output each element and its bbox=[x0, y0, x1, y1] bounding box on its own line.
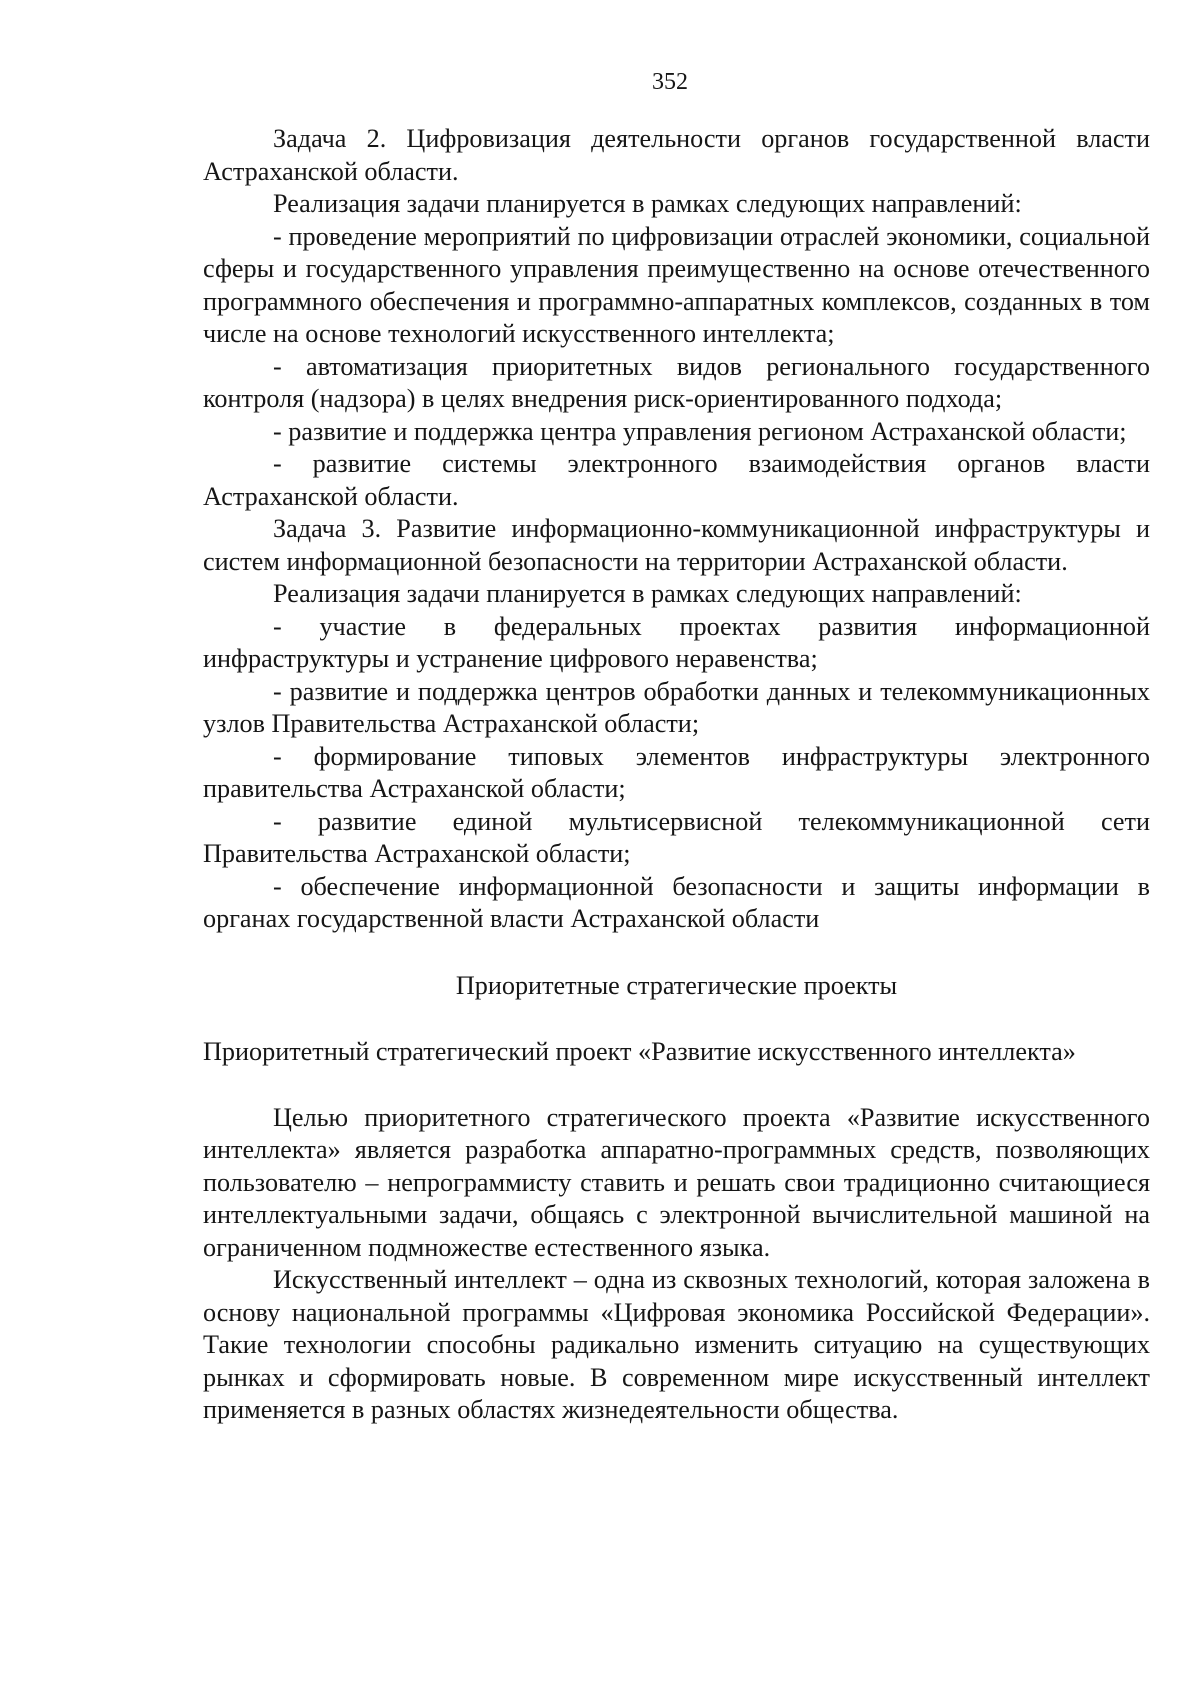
document-body bbox=[203, 123, 1150, 1427]
spacer bbox=[203, 1002, 1150, 1036]
task3-title: Задача 3. Развитие информационно-коммуникационной инфраструктуры и систем информационной безопасности на территории Астраханской области. bbox=[203, 514, 1150, 576]
project-paragraph: Искусственный интеллект – одна из сквозных технологий, которая заложена в основу национальной программы «Цифровая экономика Российской Федерации». Такие технологии способны радикально изменить ситуацию на существующих рынках и сформировать новые. В современном мире искусственный интеллект применяется в разных областях жизнедеятельности общества. bbox=[203, 1265, 1150, 1424]
task2-item: - автоматизация приоритетных видов регионального государственного контроля (надзора) в целях внедрения риск-ориентированного подхода; bbox=[203, 351, 1150, 413]
task2-intro: Реализация задачи планируется в рамках следующих направлений: bbox=[273, 189, 1022, 218]
task2-title: Задача 2. Цифровизация деятельности органов государственной власти Астраханской области. bbox=[203, 124, 1150, 186]
task3-item: - развитие и поддержка центров обработки данных и телекоммуникационных узлов Правительства Астраханской области; bbox=[203, 676, 1150, 738]
task3-item: - обеспечение информационной безопасности и защиты информации в органах государственной власти Астраханской области bbox=[203, 871, 1150, 933]
task2-item: - проведение мероприятий по цифровизации отраслей экономики, социальной сферы и государственного управления преимущественно на основе отечественного программного обеспечения и программно-аппаратных комплексов, созданных в том числе на основе технологий искусственного интеллекта; bbox=[203, 221, 1150, 348]
task2-item: - развитие и поддержка центра управления регионом Астраханской области; bbox=[273, 416, 1127, 446]
section-heading: Приоритетные стратегические проекты bbox=[455, 970, 898, 1000]
project-heading: Приоритетный стратегический проект «Развитие искусственного интеллекта» bbox=[203, 1037, 1076, 1066]
task3-intro: Реализация задачи планируется в рамках следующих направлений: bbox=[273, 579, 1022, 608]
task2-item: - развитие системы электронного взаимодействия органов власти Астраханской области. bbox=[203, 449, 1150, 511]
spacer bbox=[203, 936, 1150, 970]
project-paragraph: Целью приоритетного стратегического проекта «Развитие искусственного интеллекта» является разработка аппаратно-программных средств, позволяющих пользователю – непрограммисту ставить и решать свои традиционно считающиеся интеллектуальными задачи, общаясь с электронной вычислительной машиной на ограниченном подмножестве естественного языка. bbox=[203, 1102, 1150, 1262]
page-number: 352 bbox=[652, 69, 688, 95]
task3-item: - формирование типовых элементов инфраструктуры электронного правительства Астраханской области; bbox=[203, 741, 1150, 803]
spacer bbox=[203, 1069, 1150, 1102]
task3-item: - развитие единой мультисервисной телекоммуникационной сети Правительства Астраханской области; bbox=[203, 806, 1150, 868]
task3-item: - участие в федеральных проектах развития информационной инфраструктуры и устранение цифрового неравенства; bbox=[203, 611, 1150, 673]
